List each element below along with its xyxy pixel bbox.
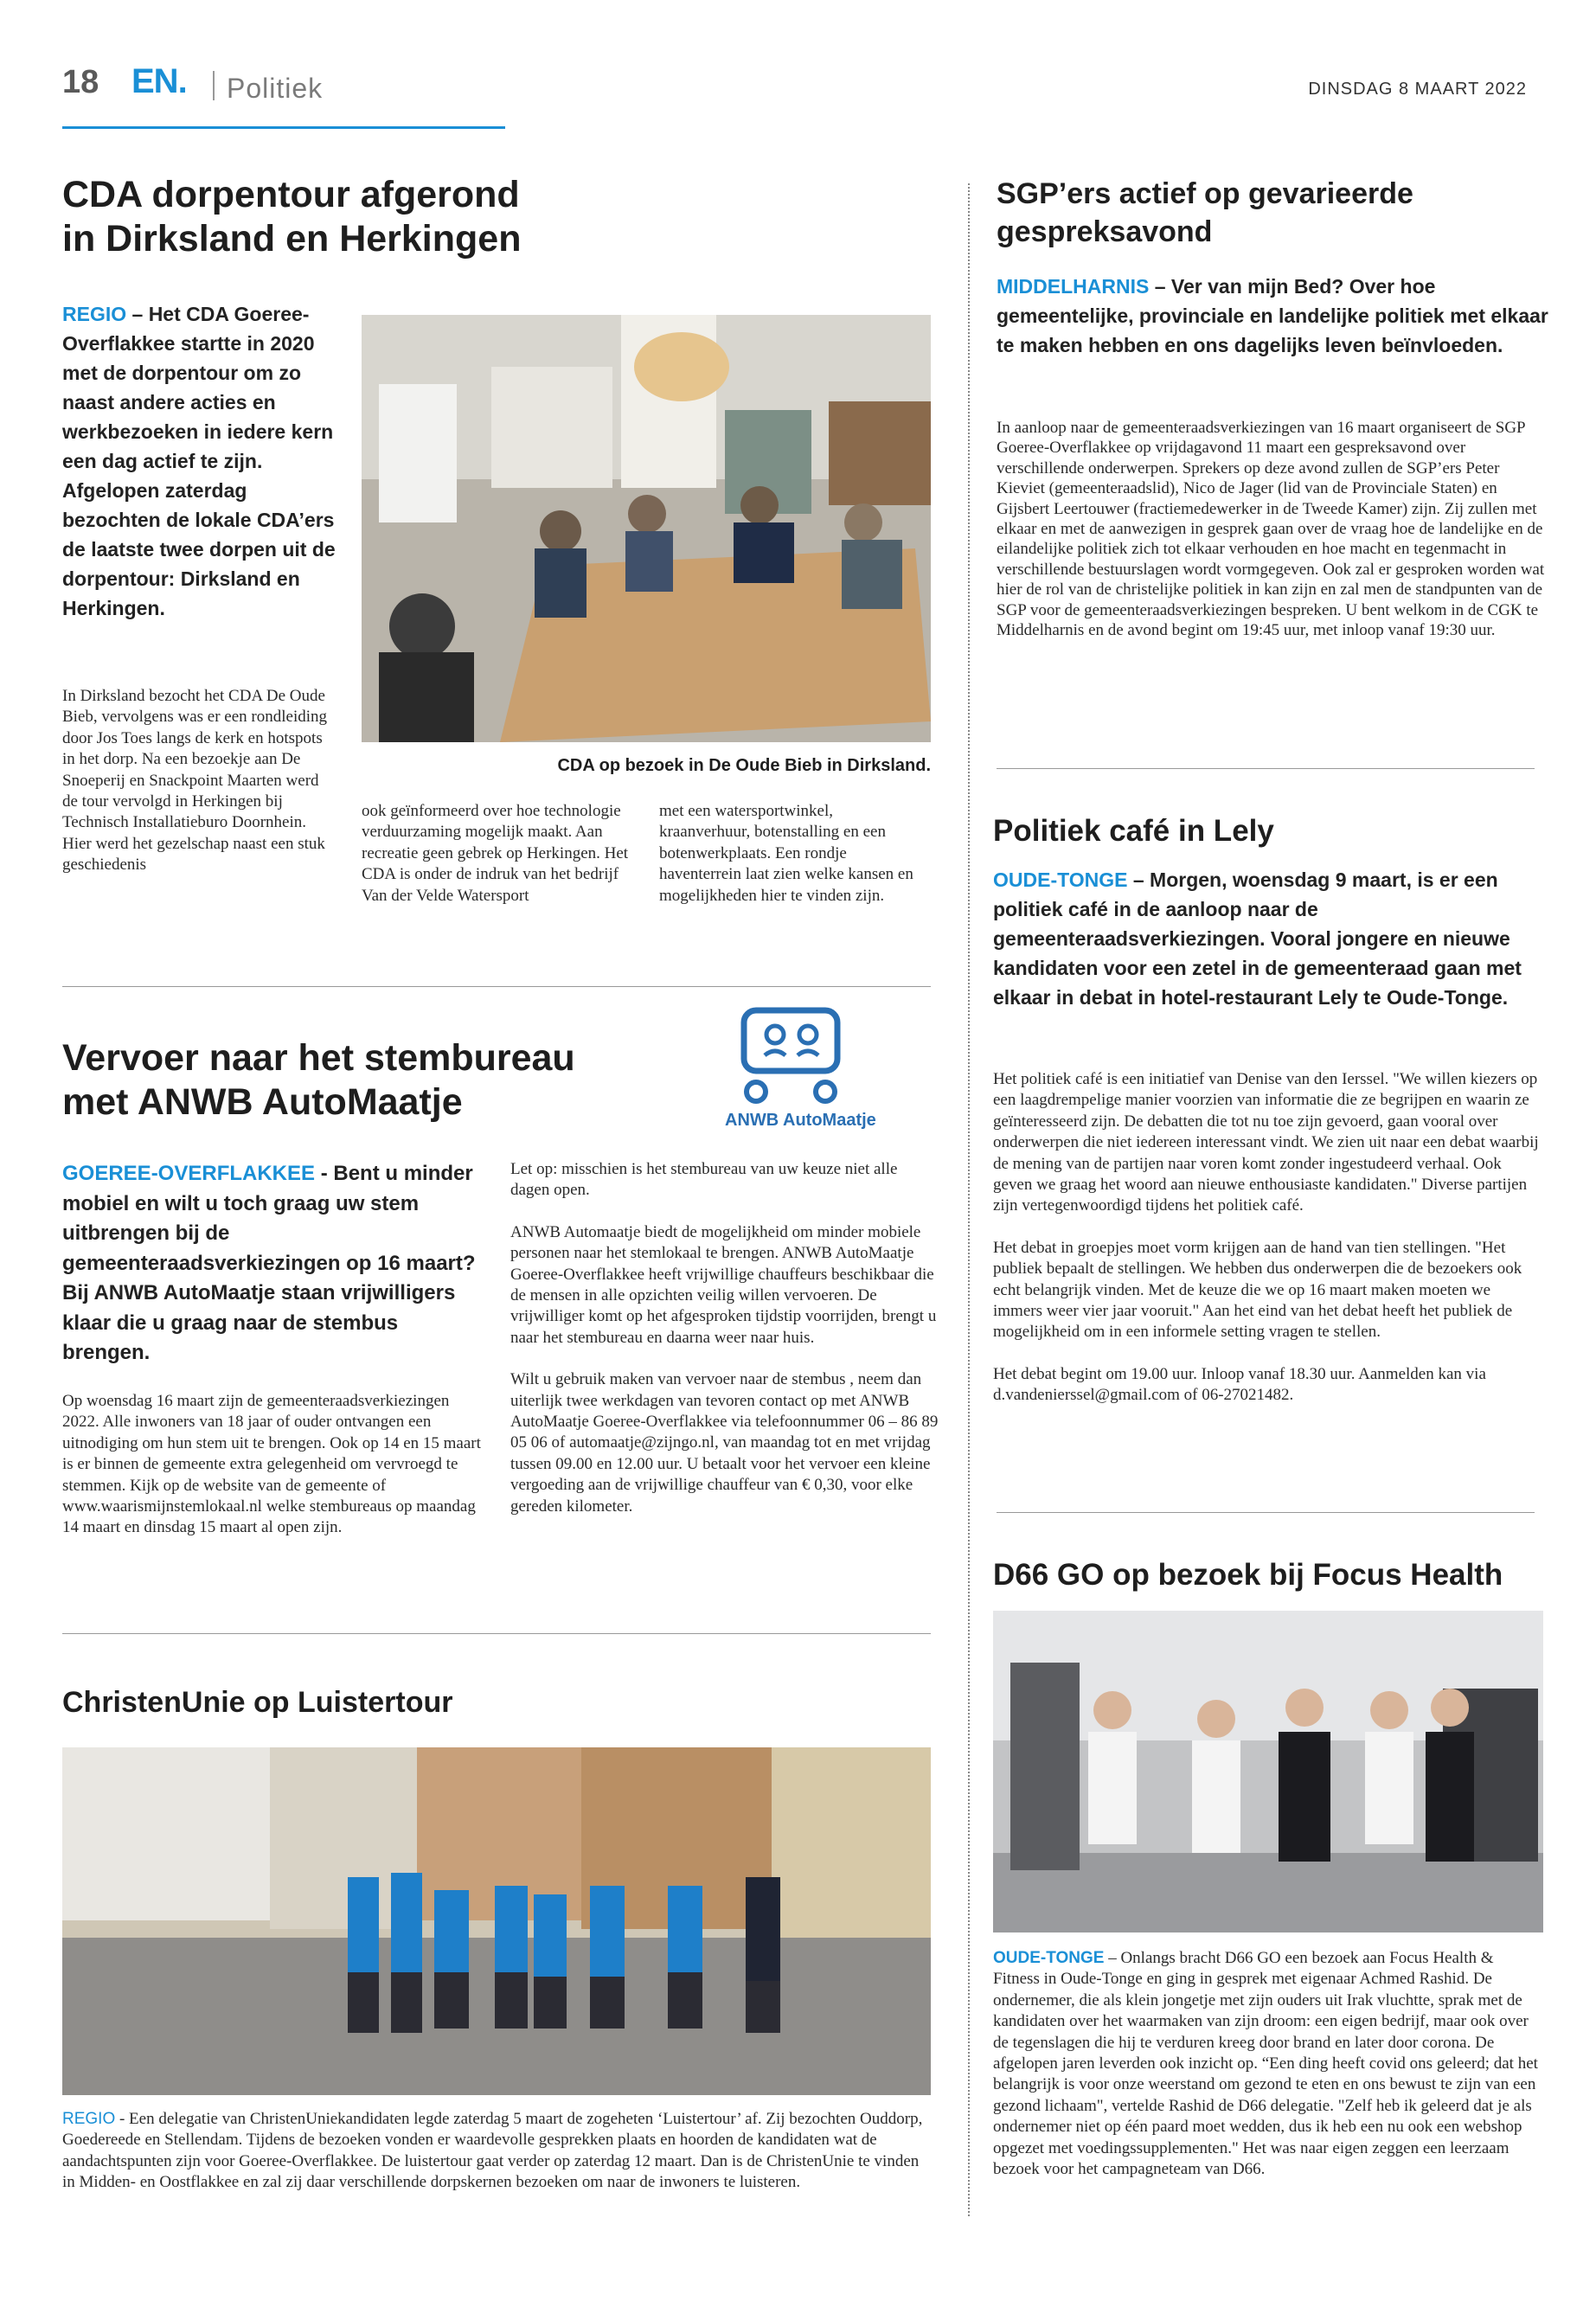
- cu-body: [62, 2109, 931, 2194]
- anwb-lead-text: - Bent u minder mobiel en wilt u toch graag uw stem uitbrengen bij de gemeenteraadsverkiezingen op 16 maart? Bij ANWB AutoMaatje staan vrijwilligers klaar die u graag naar de stembus brengen.: [62, 1162, 476, 1364]
- newspaper-logo: EN.: [131, 62, 187, 100]
- header-rule: [62, 126, 505, 129]
- page-number: 18: [62, 64, 99, 100]
- rule-anwb: [62, 1633, 931, 1634]
- rule-lely: [997, 1512, 1535, 1513]
- anwb-col2-p1: Let op: misschien is het stembureau van uw keuze niet alle dagen open.: [510, 1160, 898, 1200]
- anwb-col2-p3: Wilt u gebruik maken van vervoer naar de stembus , neem dan uiterlijk twee werkdagen van tevoren contact op met ANWB AutoMaatje Goeree-Overflakkee via telefoonnummer 06 – 86 89 05 06 of automaatje@zijngo.nl, van maandag tot en met vrijdag tussen 09.00 en 12.00 uur. U betaalt voor het vervoer een kleine vergoeding aan de vrijwillige chauffeur van € 0,30, voor elke gereden kilometer.: [510, 1370, 939, 1516]
- anwb-col2-p2: ANWB Automaatje biedt de mogelijkheid om minder mobiele personen naar het stemlokaal te brengen. ANWB AutoMaatje Goeree-Overflakkee heeft vrijwillige chauffeurs beschikbaar die de mensen in alle opzichten veilig willen vervoeren. De vrijwilliger komt op het afgesproken tijdstip voorrijden, brengt u naar het stembureau en daarna weer naar huis.: [510, 1222, 937, 1347]
- d66-headline: D66 GO op bezoek bij Focus Health: [993, 1558, 1503, 1592]
- lely-lead-text: – Morgen, woensdag 9 maart, is er een politiek café in de aanloop naar de gemeenteraadsverkiezingen. Vooral jongere en nieuwe kandidaten voor een zetel in de gemeenteraad gaan met elkaar in debat in hotel-restaurant Lely te Oude-Tonge.: [993, 868, 1522, 1009]
- sgp-body: In aanloop naar de gemeenteraadsverkiezingen van 16 maart organiseert de SGP Goeree-Overflakkee op vrijdagavond 11 maart een gespreksavond over verschillende onderwerpen. Sprekers op deze avond zullen de SGP’ers Peter Kieviet (gemeenteraadslid), Nico de Jager (lid van de Provinciale Staten) en Gijsbert Leertouwer (fractiemedewerker in de Tweede Kamer) zijn. Zij zullen met elkaar en met de aanwezigen in gesprek gaan over de vraag hoe de landelijke en de eilandelijke politiek zich tot elkaar verhouden en hoe macht en tegenmacht in verschillende bestuurslagen wordt vormgegeven. Ook zal er gesproken worden wat hier de rol van de christelijke politiek in kan zijn en zal men de standpunten van de SGP voor de gemeenteraadsverkiezingen bespreken. U bent welkom in de CGK te Middelharnis en de avond begint om 19:45 uur, met inloop vanaf 19:30 uur.: [997, 419, 1545, 640]
- cda-headline-line2: in Dirksland en Herkingen: [62, 217, 522, 260]
- sgp-lead-keyword: MIDDELHARNIS: [997, 275, 1150, 298]
- cda-headline-line1: CDA dorpentour afgerond: [62, 174, 520, 215]
- lely-body-p1: Het politiek café is een initiatief van Denise van den Ierssel. "We willen kiezers op een laagdrempelige manier voorzien van informatie die ze begrijpen en waarin ze geïnteresseerd zijn. De debatten die tot nu toe zijn gevoerd, gaan vooral over onderwerpen die niet iedereen interessant vindt. We zien uit naar een debat waarbij de mening van de partijen naar voren komt zonder ingestudeerd verhaal. Ook geven we graag het woord aan nieuwe enthousiaste kandidaten." Diverse partijen zijn vertegenwoordigd tijdens het politiek café.: [993, 1070, 1539, 1215]
- lely-lead-keyword: OUDE-TONGE: [993, 868, 1128, 891]
- cda-lead: [62, 299, 341, 623]
- d66-body: [993, 1948, 1543, 2180]
- anwb-lead-keyword: GOEREE-OVERFLAKKEE: [62, 1162, 316, 1185]
- anwb-lead: [62, 1159, 478, 1368]
- sgp-lead: [997, 272, 1550, 360]
- cda-headline: [62, 173, 581, 260]
- d66-keyword: OUDE-TONGE: [993, 1949, 1105, 1967]
- issue-date: DINSDAG 8 MAART 2022: [1308, 80, 1527, 99]
- d66-photo: [993, 1611, 1543, 1932]
- cda-lead-text: – Het CDA Goeree-Overflakkee startte in 2020 met de dorpentour om zo naast andere acties en werkbezoeken in iedere kern een dag actief te zijn. Afgelopen zaterdag bezochten de lokale CDA’ers de laatste twee dorpen uit de dorpentour: Dirksland en Herkingen.: [62, 303, 336, 619]
- sgp-lead-text: – Ver van mijn Bed? Over hoe gemeentelijke, provinciale en landelijke politiek met elkaar te maken hebben en ons dagelijks leven beïnvloeden.: [997, 275, 1548, 356]
- cu-body-text: - Een delegatie van ChristenUniekandidaten legde zaterdag 5 maart de zogeheten ‘Luistertour’ af. Zij bezochten Ouddorp, Goedereede en Stellendam. Tijdens de bezoeken vonden er waardevolle gesprekken plaats en hoorden de kandidaten wat de aandachtspunten zijn voor Goeree-Overflakkee. De luistertour gaat verder op zaterdag 12 maart. Dan is de ChristenUnie te vinden in Midden- en Oostflakkee en zal zij daar verschillende dorpskernen bezoeken om naar de inwoners te luisteren.: [62, 2110, 923, 2192]
- cda-lead-keyword: REGIO: [62, 303, 127, 325]
- column-separator: [968, 183, 970, 2216]
- lely-lead: [993, 865, 1538, 1012]
- cu-photo: [62, 1747, 931, 2095]
- sgp-headline: [997, 175, 1533, 251]
- anwb-logo-text: ANWB AutoMaatje: [725, 1111, 876, 1130]
- cu-headline: ChristenUnie op Luistertour: [62, 1686, 453, 1719]
- anwb-body-col2: [510, 1159, 939, 1517]
- cda-body-col1: In Dirksland bezocht het CDA De Oude Bieb, vervolgens was er een rondleiding door Jos Toes langs de kerk en hotspots in het dorp. Na een bezoekje aan De Snoeperij en Snackpoint Maarten werd de tour vervolgd in Herkingen bij Technisch Installatieburo Doornhein. Hier werd het gezelschap naast een stuk geschiedenis: [62, 687, 328, 875]
- d66-body-text: – Onlangs bracht D66 GO een bezoek aan Focus Health & Fitness in Oude-Tonge en ging in gesprek met eigenaar Achmed Rashid. De ondernemer, die als klein jongetje met zijn ouders uit Irak vluchtte, sprak met de kandidaten over het waarmaken van zijn droom: een eigen bedrijf, maar ook over de tegenslagen die hij te verduren kreeg door brand en later door corona. De afgelopen jaren leverden ook inzicht op. “Een ding heeft covid ons geleerd; dat het belangrijk is voor onze weerstand om gezond te eten en ons bewust te zijn van een gezond lichaam", vertelde Rashid de D66 delegatie. "Zelf heb ik geleerd dat je als ondernemer niet op één paard moet wedden, dus ik heb een nu ook een webshop opgezet met voedingssupplementen." Het was naar eigen zeggen een leerzaam bezoek voor het campagneteam van D66.: [993, 1949, 1538, 2179]
- cda-photo-caption: CDA op bezoek in De Oude Bieb in Dirksland.: [557, 756, 931, 775]
- cu-keyword: REGIO: [62, 2110, 116, 2128]
- cda-photo: [362, 315, 931, 742]
- lely-body-p2: Het debat in groepjes moet vorm krijgen aan de hand van tien stellingen. "Het publiek bepaalt de stellingen. We hebben dus onderwerpen die de bezoekers ook echt belangrijk vinden. Met de keuze die we op 16 maart maken moeten we immers weer vier jaar vooruit." Aan het eind van het debat heeft het publiek de mogelijkheid om in een informele setting vragen te stellen.: [993, 1238, 1522, 1342]
- anwb-headline: [62, 1036, 668, 1124]
- section-title: Politiek: [227, 73, 324, 104]
- lely-body-p3: Het debat begint om 19.00 uur. Inloop vanaf 18.30 uur. Aanmelden kan via d.vandenierssel@gmail.com of 06-27021482.: [993, 1364, 1486, 1405]
- rule-cda: [62, 986, 931, 987]
- anwb-headline-line1: Vervoer naar het stembureau: [62, 1037, 575, 1079]
- lely-headline: Politiek café in Lely: [993, 814, 1274, 848]
- cda-body-col2: ook geïnformeerd over hoe technologie verduurzaming mogelijk maakt. Aan recreatie geen gebrek op Herkingen. Het CDA is onder de indruk van het bedrijf Van der Velde Watersport: [362, 802, 629, 905]
- anwb-body-col1: Op woensdag 16 maart zijn de gemeenteraadsverkiezingen 2022. Alle inwoners van 18 jaar of ouder ontvangen een uitnodiging om hun stem uit te brengen. Ook op 14 en 15 maart is er binnen de gemeente extra gelegenheid om vervroegd te stemmen. Kijk op de website van de gemeente of www.waarismijnstemlokaal.nl welke stembureaus op maandag 14 maart en dinsdag 15 maart al open zijn.: [62, 1392, 481, 1537]
- cda-body-col3: met een watersportwinkel, kraanverhuur, botenstalling en een botenwerkplaats. Een rondje haventerrein laat zien welke kansen en mogelijkheden hier te vinden zijn.: [659, 802, 913, 905]
- lely-body: [993, 1069, 1543, 1407]
- sgp-headline-line2: gespreksavond: [997, 215, 1213, 248]
- rule-sgp: [997, 768, 1535, 769]
- sgp-headline-line1: SGP’ers actief op gevarieerde: [997, 177, 1413, 210]
- anwb-automaatje-logo: [725, 1003, 898, 1142]
- anwb-headline-line2: met ANWB AutoMaatje: [62, 1080, 463, 1123]
- header-divider: [213, 71, 215, 100]
